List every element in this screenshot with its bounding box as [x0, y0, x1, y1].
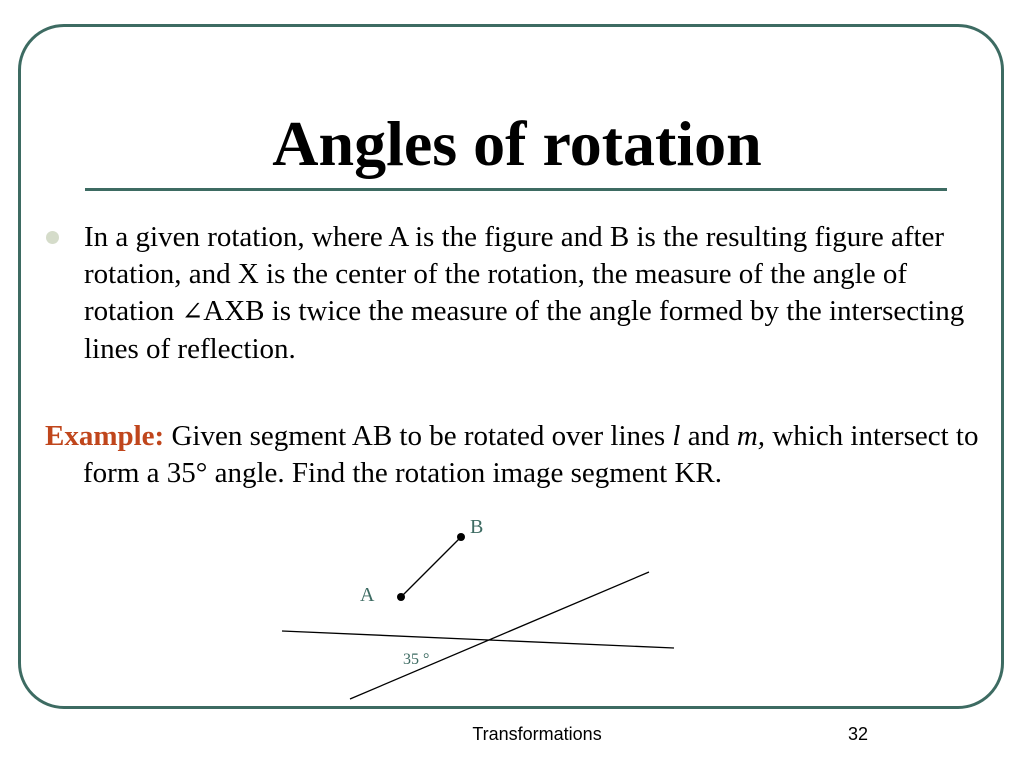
line-l [282, 631, 674, 648]
bullet-text-end: AXB is twice the measure of the angle formed by the intersecting lines of reflection. [84, 295, 965, 365]
page-number: 32 [847, 724, 869, 744]
point-a-label: A [360, 584, 375, 606]
line-m-label: m, [736, 420, 766, 452]
point-b [457, 533, 465, 541]
point-a [397, 593, 405, 601]
footer-title: Transformations [472, 724, 602, 744]
example-text-1: Given segment AB to be rotated over lines [164, 420, 673, 452]
segment-ab [401, 537, 461, 597]
example-label: Example: [45, 420, 165, 452]
line-l-label: l [672, 420, 681, 452]
example-text-2: and [680, 420, 737, 452]
slide-title: Angles of rotation [272, 108, 762, 179]
example-text-3: which intersect to form a 35° angle. Find the rotation image segment KR. [83, 420, 979, 489]
angle-symbol: ∠ [181, 297, 204, 327]
bullet-text-start: In a given rotation, where A is the figure and B is the resulting figure after rotation, and X is the center of the rotation, the measure of the angle of rotation [84, 221, 945, 327]
point-b-label: B [470, 516, 484, 538]
angle-35-label: 35 ° [403, 651, 430, 668]
